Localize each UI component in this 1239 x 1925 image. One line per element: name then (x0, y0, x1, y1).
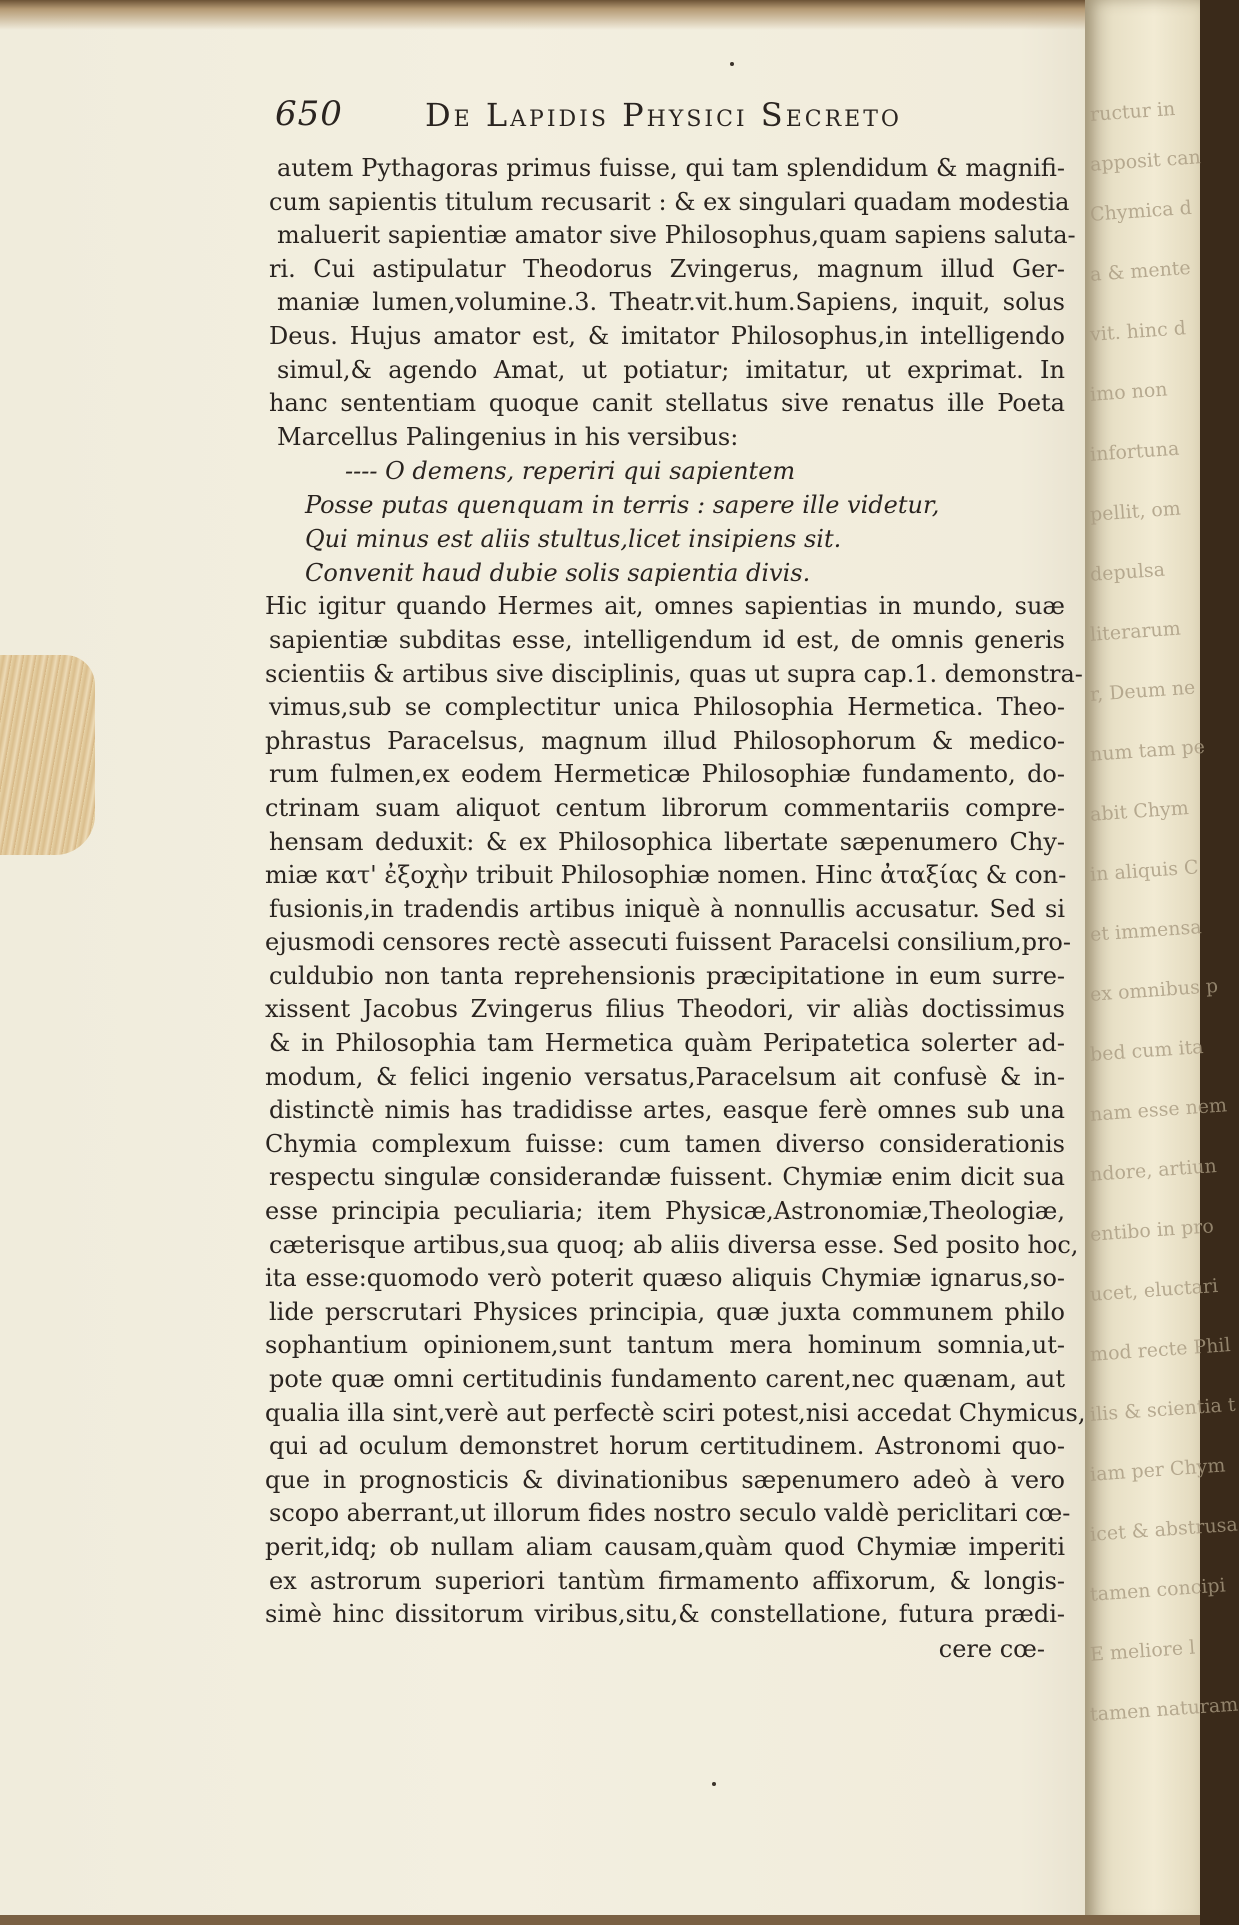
facing-page-bleed: Chymica d (1089, 196, 1193, 226)
verse-line: Posse putas quenquam in terris : sapere ille videtur, (305, 491, 940, 520)
book-edge-shadow (0, 0, 1200, 30)
text-line: sapientiæ subditas esse, intelligendum id est, de omnis generis (269, 625, 1065, 654)
text-line: pote quæ omni certitudinis fundamento carent,nec quænam, aut (269, 1365, 1065, 1393)
running-head: De Lapidis Physici Secreto (425, 96, 902, 134)
text-line: ctrinam suam aliquot centum librorum commentariis compre- (265, 793, 1065, 822)
facing-page-bleed: abit Chym (1089, 796, 1190, 826)
facing-page-bleed: infortuna (1089, 437, 1180, 466)
text-block (265, 590, 1086, 1631)
text-line: respectu singulæ considerandæ fuissent. Chymiæ enim dicit sua (269, 1163, 1065, 1192)
facing-page-gutter (1085, 0, 1239, 1925)
text-line: maniæ lumen,volumine.3. Theatr.vit.hum.Sapiens, inquit, solus (277, 288, 1065, 317)
text-line: xissent Jacobus Zvingerus filius Theodori, vir aliàs doctissimus (265, 995, 1065, 1024)
text-line: scopo aberrant,ut illorum fides nostro seculo valdè periclitari cœ- (269, 1499, 1071, 1528)
facing-page-bleed: imo non (1089, 378, 1169, 406)
text-line: perit,idq; ob nullam aliam causam,quàm quod Chymiæ imperiti (265, 1532, 1065, 1561)
facing-page-bleed: ucet, eluctari (1089, 1274, 1219, 1306)
facing-page-bleed: apposit can (1089, 146, 1202, 176)
facing-page-bleed: ructur in (1089, 97, 1176, 126)
facing-page-bleed: mod recte Phil (1089, 1334, 1232, 1366)
facing-page-bleed: num tam pe (1089, 735, 1206, 766)
verse-line: ---- O demens, reperiri qui sapientem (345, 457, 796, 486)
book-edge-shadow (0, 1915, 1200, 1925)
text-line: simè hinc dissitorum viribus,situ,& constellatione, futura prædi- (265, 1600, 1065, 1629)
facing-page-bleed: depulsa (1089, 558, 1166, 586)
text-line: modum, & felici ingenio versatus,Paracelsum ait confusè & in- (265, 1062, 1065, 1091)
text-line: & in Philosophia tam Hermetica quàm Peripatetica solerter ad- (269, 1029, 1065, 1058)
text-line: hensam deduxit: & ex Philosophica libertate sæpenumero Chy- (269, 827, 1065, 856)
ink-speck (730, 62, 734, 66)
facing-page-bleed: tamen naturam (1089, 1693, 1239, 1726)
text-block (265, 152, 1076, 454)
text-line: phrastus Paracelsus, magnum illud Philosophorum & medico- (265, 726, 1065, 755)
text-line: maluerit sapientiæ amator sive Philosophus,quam sapiens saluta- (277, 221, 1076, 250)
facing-page-bleed: ilis & scientia t (1089, 1393, 1237, 1426)
ink-speck (712, 1782, 716, 1786)
text-line: ejusmodi censores rectè assecuti fuissent Paracelsi consilium,pro- (265, 928, 1071, 957)
page-number: 650 (275, 94, 343, 134)
text-line: qualia illa sint,verè aut perfectè sciri potest,nisi accedat Chymicus, (265, 1398, 1086, 1427)
text-line: esse principia peculiaria; item Physicæ,Astronomiæ,Theologiæ, (265, 1197, 1065, 1226)
text-line: cæterisque artibus,sua quoq; ab aliis diversa esse. Sed posito hoc, (269, 1230, 1079, 1259)
page-content (265, 90, 1086, 1666)
facing-page-bleed: a & mente (1089, 256, 1192, 286)
text-line: que in prognosticis & divinationibus sæpenumero adeò à vero (265, 1465, 1065, 1494)
facing-page-bleed: icet & abstrusa (1089, 1513, 1239, 1546)
text-line: vimus,sub se complectitur unica Philosophia Hermetica. Theo- (269, 693, 1065, 722)
text-line: distinctè nimis has tradidisse artes, easque ferè omnes sub una (269, 1096, 1065, 1125)
text-line: Marcellus Palingenius in his versibus: (277, 422, 739, 451)
facing-page-bleed: pellit, om (1089, 497, 1182, 526)
page-header (265, 90, 1065, 150)
text-line: scientiis & artibus sive disciplinis, quas ut supra cap.1. demonstra- (265, 659, 1083, 688)
facing-page-bleed: ndore, artiun (1089, 1155, 1218, 1186)
facing-page-bleed: et immensa (1089, 916, 1203, 946)
text-line: qui ad oculum demonstret horum certitudinem. Astronomi quo- (269, 1432, 1065, 1461)
verse-line: Qui minus est aliis stultus,licet insipiens sit. (305, 525, 842, 554)
text-line: Deus. Hujus amator est, & imitator Philosophus,in intelligendo (269, 321, 1065, 350)
text-line: autem Pythagoras primus fuisse, qui tam splendidum & magnifi- (277, 154, 1065, 182)
facing-page-bleed: r, Deum ne (1089, 676, 1196, 706)
facing-page-bleed: entibo in pro (1089, 1215, 1215, 1246)
catchword: cere cœ- (938, 1634, 1045, 1663)
text-line: Chymia complexum fuisse: cum tamen diverso considerationis (265, 1129, 1065, 1158)
text-line: Hic igitur quando Hermes ait, omnes sapientias in mundo, suæ (265, 592, 1065, 621)
facing-page-bleed: ex omnibus p (1089, 974, 1219, 1006)
brush-smudge (0, 655, 95, 855)
text-line: ri. Cui astipulatur Theodorus Zvingerus, magnum illud Ger- (269, 254, 1065, 283)
facing-page-bleed: nam esse nem (1089, 1094, 1228, 1126)
facing-page-bleed: in aliquis C (1089, 856, 1200, 886)
text-line: lide perscrutari Physices principia, quæ juxta communem philo (269, 1297, 1065, 1326)
facing-page-bleed: vit. hinc d (1089, 317, 1187, 346)
verse-block (265, 454, 1065, 590)
text-line: culdubio non tanta reprehensionis præcipitatione in eum surre- (269, 961, 1065, 990)
text-line: miæ κατ' ἐξοχὴν tribuit Philosophiæ nomen. Hinc ἀταξίας & con- (265, 861, 1067, 890)
text-line: simul,& agendo Amat, ut potiatur; imitatur, ut exprimat. In (277, 355, 1065, 384)
text-line: cum sapientis titulum recusarit : & ex singulari quadam modestia (269, 187, 1070, 216)
text-line: ita esse:quomodo verò poterit quæso aliquis Chymiæ ignarus,so- (265, 1264, 1065, 1293)
facing-page-bleed: tamen concipi (1089, 1574, 1227, 1606)
text-line: sophantium opinionem,sunt tantum mera hominum somnia,ut- (265, 1331, 1065, 1360)
text-line: hanc sententiam quoque canit stellatus sive renatus ille Poeta (269, 389, 1065, 418)
facing-page-bleed: literarum (1089, 617, 1182, 646)
facing-page-bleed: bed cum ita (1089, 1035, 1205, 1066)
facing-page-bleed: iam per Chym (1089, 1454, 1227, 1486)
facing-page-bleed: E meliore l (1089, 1636, 1196, 1666)
text-line: fusionis,in tradendis artibus iniquè à nonnullis accusatur. Sed si (269, 894, 1065, 923)
text-line: rum fulmen,ex eodem Hermeticæ Philosophiæ fundamento, do- (269, 760, 1065, 789)
text-line: ex astrorum superiori tantùm firmamento affixorum, & longis- (269, 1566, 1065, 1595)
verse-line: Convenit haud dubie solis sapientia divis. (305, 559, 811, 588)
